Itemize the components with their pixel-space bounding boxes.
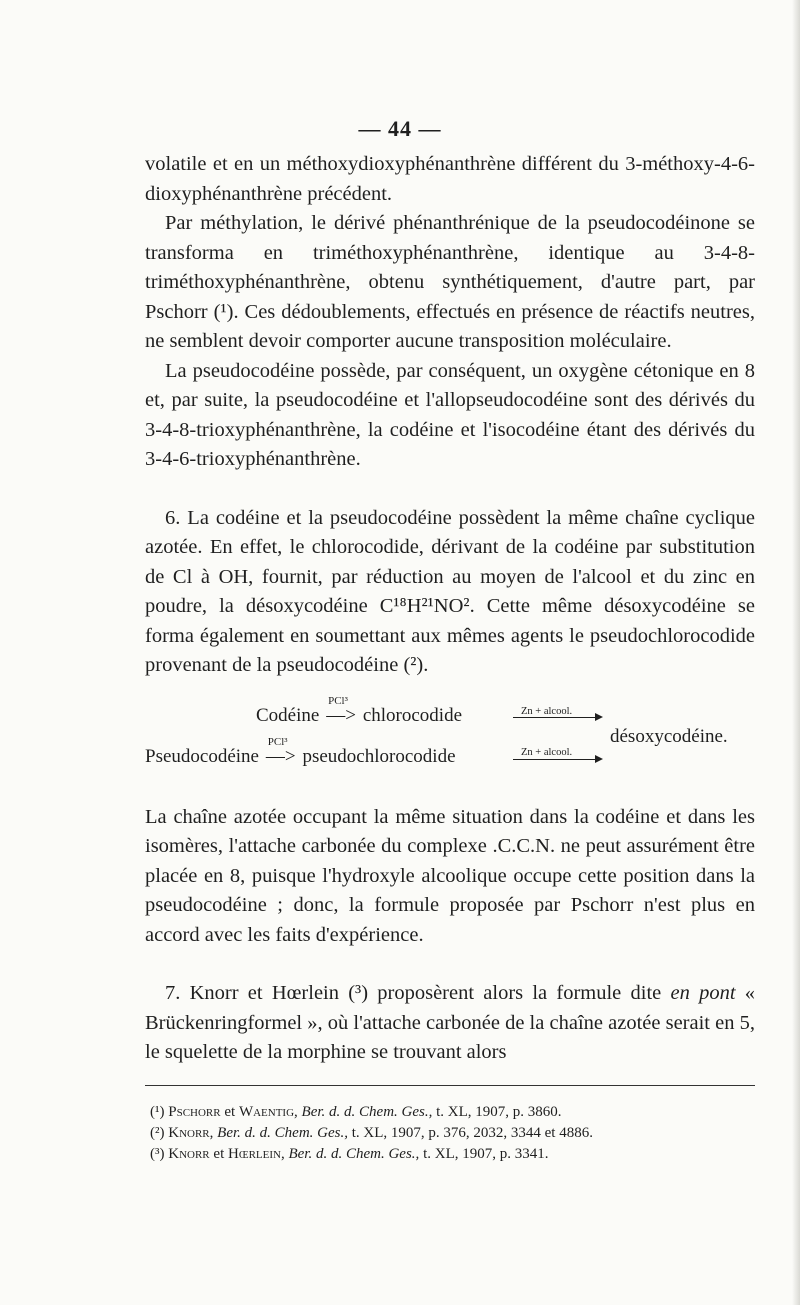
section-7 xyxy=(145,979,755,1068)
footnote-3-author: Knorr xyxy=(168,1146,210,1162)
section-7-text-b: proposèrent alors la formule dite xyxy=(377,982,662,1004)
footnote-ref-2: (²) xyxy=(403,654,424,676)
main-text xyxy=(145,150,755,1068)
intermediate-pseudochlorocodide: pseudochlorocodide xyxy=(302,745,456,767)
reaction-line-2 xyxy=(145,735,456,772)
footnote-1-conj: et xyxy=(224,1104,236,1120)
section-7-italic-en-pont: en pont xyxy=(670,982,736,1004)
reaction-step-1 xyxy=(324,694,358,731)
footnote-2-author: Knorr, xyxy=(168,1125,214,1141)
paragraph-5: La chaîne azotée occupant la même situation dans la codéine et dans les isomères, l'attache carbonée du complexe .C.C.N. ne peut assurément être placée en 8, puisque l'hydroxyle alcoolique occupe cette position dans la pseudocodéine ; donc, la formule proposée par Pschorr n'est plus en accord avec les faits d'expérience. xyxy=(145,805,755,946)
reactant-codeine: Codéine xyxy=(256,704,320,726)
footnote-2-journal: Ber. d. d. Chem. Ges., xyxy=(217,1125,348,1141)
condition-zn-alcool-1: Zn + alcool. xyxy=(521,705,573,717)
reactant-pseudocodeine: Pseudocodéine xyxy=(145,745,259,767)
section-6-text-b: . Cette même désoxycodéine se forma également en soumettant aux mêmes agents le pseudochlorocodide provenant de la pseudocodéine xyxy=(145,595,756,676)
reaction-line-1 xyxy=(256,694,463,731)
arrow-2: —> xyxy=(265,745,296,767)
footnote-3-author2: Hœrlein, xyxy=(227,1146,285,1162)
formula-desoxycodeine: C¹⁸H²¹NO² xyxy=(379,595,470,617)
section-7-number: 7. xyxy=(165,982,181,1004)
footnote-1-author: Pschorr xyxy=(168,1104,221,1120)
footnote-1-author2: Waentig, xyxy=(238,1104,298,1120)
footnote-ref-1: (¹) xyxy=(213,300,234,323)
section-6-text-a: La codéine et la pseudocodéine possèdent la même chaîne cyclique azotée. En effet, le chlorocodide, dérivant de la codéine par substitution de Cl à OH, fournit, par réduction au moyen de l'alcool et du zinc en poudre, la désoxycodéine xyxy=(145,506,755,617)
paragraph-2-text-a: Par méthylation, le dérivé phénanthrénique de la pseudocodéinone se transforma en triméthoxyphénanthrène, identique au 3-4-8-triméthoxyphénanthrène, obtenu synthétiquement, d'autre part, par Pschorr xyxy=(145,212,755,323)
page-number: — 44 — xyxy=(358,116,442,141)
paragraph-3: La pseudocodéine possède, par conséquent, un oxygène cétonique en 8 et, par suite, la pseudocodéine et l'allopseudocodéine sont des dérivés du 3-4-8-trioxyphénanthrène, la codéine et l'isocodéine étant des dérivés du 3-4-6-trioxyphénanthrène. xyxy=(145,359,755,470)
product-desoxycodeine: désoxycodéine. xyxy=(610,725,728,747)
arrow-long-2 xyxy=(513,759,601,760)
footnote-3 xyxy=(150,1144,760,1165)
footnote-3-conj: et xyxy=(213,1146,225,1162)
footnote-1-details: t. XL, 1907, p. 3860. xyxy=(436,1104,562,1120)
footnote-2 xyxy=(150,1123,760,1144)
section-6: 6. La codéine et la pseudocodéine possèdent la même chaîne cyclique azotée. En effet, le chlorocodide, dérivant de la codéine par substitution de Cl à OH, fournit, par réduction au moyen de l'alcool et du zinc en poudre, la désoxycodéine C¹⁸H²¹NO². Cette même désoxycodéine se forma également en soumettant aux mêmes agents le pseudochlorocodide provenant de la pseudocodéine (²). xyxy=(145,506,756,676)
reaction-step-2 xyxy=(264,735,298,772)
footnote-1-mark: (¹) xyxy=(150,1104,165,1120)
paragraph-1: volatile et en un méthoxydioxyphénanthrène différent du 3-méthoxy-4-6-dioxyphénanthrène précédent. xyxy=(145,153,755,205)
footnote-3-journal: Ber. d. d. Chem. Ges., xyxy=(288,1146,420,1162)
section-7-text-c: « Brückenringformel », où l'attache carbonée de la chaîne azotée serait en 5, le squelette de la morphine se trouvant alors xyxy=(145,982,756,1063)
footnote-1-journal: Ber. d. d. Chem. Ges., xyxy=(301,1104,433,1120)
footnote-2-mark: (²) xyxy=(150,1125,165,1141)
footnote-2-details: t. XL, 1907, p. 376, 2032, 3344 et 4886. xyxy=(351,1125,593,1141)
reagent-pcl3-2: PCl³ xyxy=(267,735,288,748)
paragraph-2-text-b: . Ces dédoublements, effectués en présence de réactifs neutres, ne semblent devoir comporter aucune transposition moléculaire. xyxy=(145,300,755,352)
section-7-text-a: Knorr et Hœrlein xyxy=(189,982,339,1004)
section-6-number: 6. xyxy=(165,506,181,529)
footnote-ref-3: (³) xyxy=(348,982,369,1004)
reaction-scheme xyxy=(145,695,755,787)
footnote-3-details: t. XL, 1907, p. 3341. xyxy=(423,1146,549,1162)
footnote-3-mark: (³) xyxy=(150,1146,165,1162)
footnote-rule xyxy=(145,1085,755,1086)
page-edge-shadow xyxy=(792,0,800,1305)
reagent-pcl3-1: PCl³ xyxy=(328,694,348,707)
arrow-long-1 xyxy=(513,717,601,718)
intermediate-chlorocodide: chlorocodide xyxy=(362,704,463,726)
footnotes xyxy=(150,1102,760,1165)
arrow-1: —> xyxy=(326,704,356,726)
footnote-1 xyxy=(150,1102,760,1123)
condition-zn-alcool-2: Zn + alcool. xyxy=(521,746,573,758)
paragraph-2 xyxy=(145,209,755,357)
